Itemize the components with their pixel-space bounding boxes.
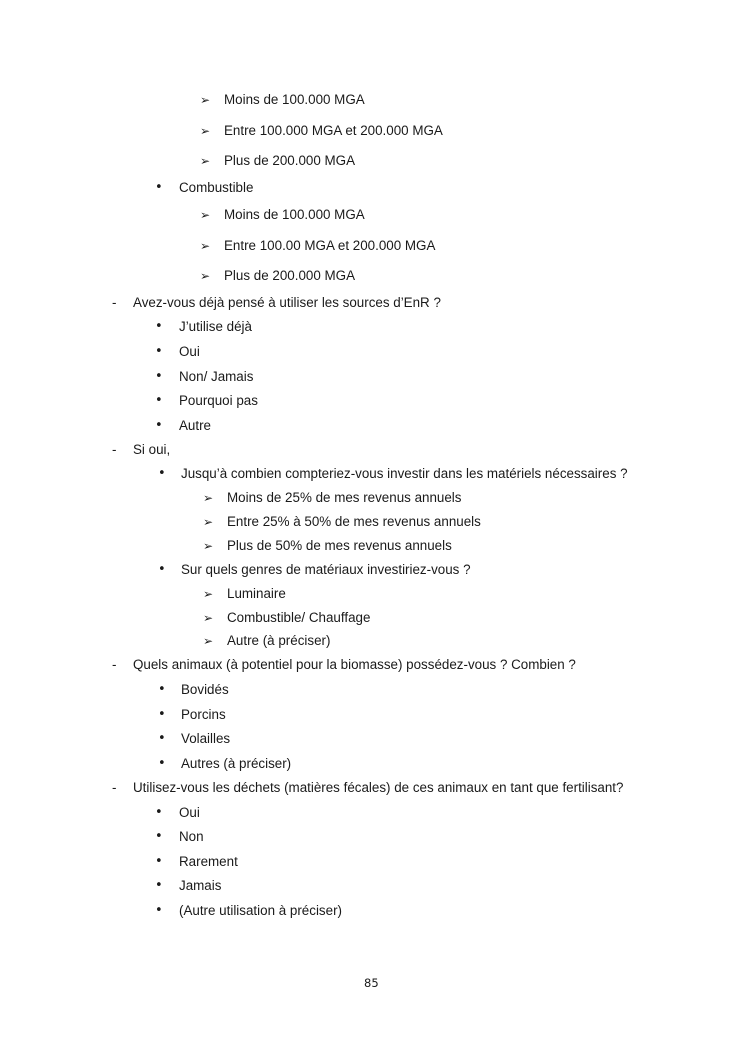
list-item: Plus de 200.000 MGA (224, 153, 356, 168)
arrow-bullet-icon: ➢ (200, 239, 211, 253)
bullet-icon: • (155, 805, 163, 820)
bullet-icon: • (158, 466, 166, 481)
bullet-icon: • (155, 903, 163, 918)
list-item: Rarement (179, 854, 238, 869)
list-item: Plus de 200.000 MGA (224, 268, 356, 283)
list-item: Autre (179, 418, 212, 433)
list-item: Entre 25% à 50% de mes revenus annuels (227, 514, 481, 529)
arrow-bullet-icon: ➢ (203, 539, 214, 553)
list-item: J’utilise déjà (179, 319, 252, 334)
bullet-icon: • (155, 393, 163, 408)
arrow-bullet-icon: ➢ (203, 634, 214, 648)
list-item: Bovidés (181, 682, 229, 697)
question-dechets: Utilisez-vous les déchets (matières fécales) de ces animaux en tant que fertilisant? (133, 780, 624, 795)
list-item: Non (179, 829, 204, 844)
arrow-bullet-icon: ➢ (200, 269, 211, 283)
arrow-bullet-icon: ➢ (200, 208, 211, 222)
dash-bullet: - (112, 657, 117, 672)
question-animaux: Quels animaux (à potentiel pour la biomasse) possédez-vous ? Combien ? (133, 657, 576, 672)
list-item: Luminaire (227, 586, 286, 601)
list-item: Oui (179, 805, 200, 820)
arrow-bullet-icon: ➢ (203, 611, 214, 625)
list-item: Moins de 25% de mes revenus annuels (227, 490, 462, 505)
list-item: Autres (à préciser) (181, 756, 292, 771)
page-number: 85 (364, 976, 379, 990)
list-item: Jamais (179, 878, 222, 893)
si-oui-label: Si oui, (133, 442, 171, 457)
question-materiaux: Sur quels genres de matériaux investiriez-vous ? (181, 562, 471, 577)
bullet-icon: • (155, 180, 163, 195)
bullet-icon: • (155, 829, 163, 844)
list-item: Combustible/ Chauffage (227, 610, 371, 625)
bullet-icon: • (155, 854, 163, 869)
bullet-icon: • (158, 682, 166, 697)
list-item: Autre (à préciser) (227, 633, 331, 648)
bullet-icon: • (155, 878, 163, 893)
list-item: Volailles (181, 731, 231, 746)
list-item: Plus de 50% de mes revenus annuels (227, 538, 452, 553)
bullet-icon: • (158, 707, 166, 722)
bullet-icon: • (155, 344, 163, 359)
list-item: Combustible (179, 180, 254, 195)
list-item: Non/ Jamais (179, 369, 254, 384)
bullet-icon: • (155, 319, 163, 334)
arrow-bullet-icon: ➢ (203, 515, 214, 529)
list-item: Entre 100.00 MGA et 200.000 MGA (224, 238, 436, 253)
dash-bullet: - (112, 780, 117, 795)
question-enr: Avez-vous déjà pensé à utiliser les sources d’EnR ? (133, 295, 441, 310)
dash-bullet: - (112, 442, 117, 457)
arrow-bullet-icon: ➢ (200, 93, 211, 107)
arrow-bullet-icon: ➢ (203, 491, 214, 505)
list-item: Porcins (181, 707, 226, 722)
arrow-bullet-icon: ➢ (200, 124, 211, 138)
bullet-icon: • (155, 418, 163, 433)
bullet-icon: • (155, 369, 163, 384)
bullet-icon: • (158, 731, 166, 746)
list-item: Pourquoi pas (179, 393, 258, 408)
list-item: Oui (179, 344, 200, 359)
arrow-bullet-icon: ➢ (200, 154, 211, 168)
list-item: Entre 100.000 MGA et 200.000 MGA (224, 123, 443, 138)
bullet-icon: • (158, 756, 166, 771)
list-item: Moins de 100.000 MGA (224, 92, 365, 107)
arrow-bullet-icon: ➢ (203, 587, 214, 601)
list-item: Moins de 100.000 MGA (224, 207, 365, 222)
bullet-icon: • (158, 562, 166, 577)
dash-bullet: - (112, 295, 117, 310)
question-investissement: Jusqu’à combien compteriez-vous investir dans les matériels nécessaires ? (181, 466, 628, 481)
list-item: (Autre utilisation à préciser) (179, 903, 342, 918)
